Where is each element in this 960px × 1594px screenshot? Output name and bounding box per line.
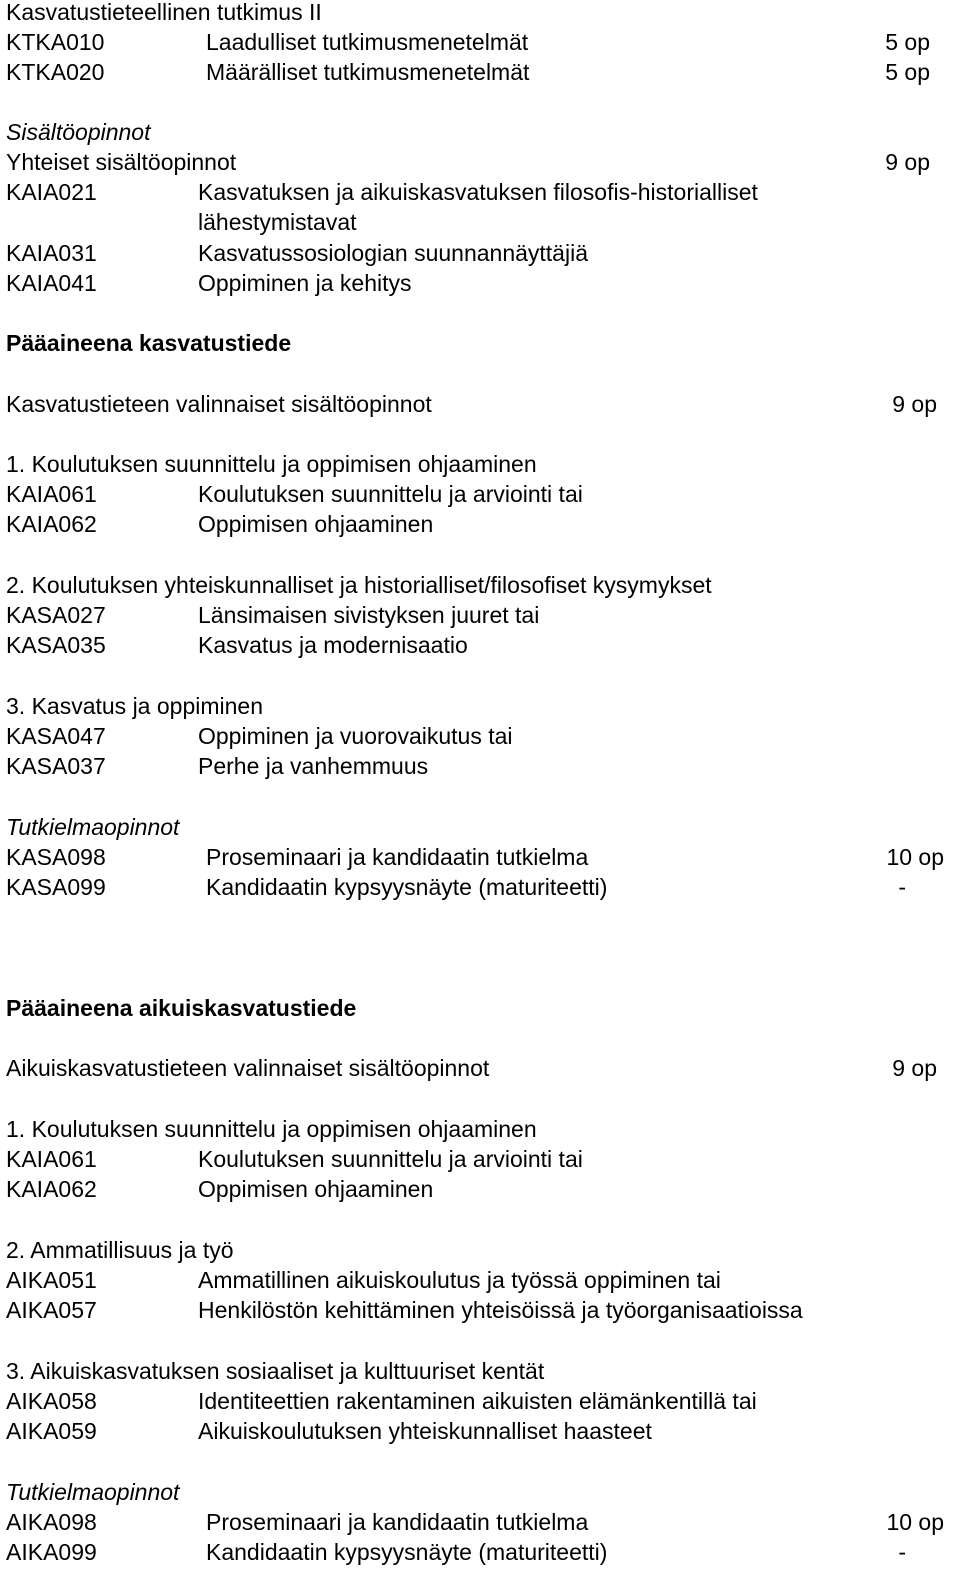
course-name: Määrälliset tutkimusmenetelmät: [206, 59, 530, 85]
course-name: Länsimaisen sivistyksen juuret tai: [198, 602, 540, 628]
elective-credits: 9 op: [892, 1055, 937, 1081]
course-credits: 10 op: [886, 1509, 944, 1535]
course-credits: -: [898, 1539, 906, 1565]
course-code: KTKA020: [6, 59, 105, 85]
course-code: KASA047: [6, 723, 106, 749]
course-code: AIKA098: [6, 1509, 97, 1535]
course-code: KAIA041: [6, 270, 97, 296]
course-name: Aikuiskoulutuksen yhteiskunnalliset haasteet: [198, 1418, 652, 1444]
course-code: KAIA031: [6, 240, 97, 266]
major-education-heading: Pääaineena kasvatustiede: [6, 330, 292, 356]
course-name: Oppimisen ohjaaminen: [198, 511, 434, 537]
course-code: KAIA061: [6, 1146, 97, 1172]
course-name: Kandidaatin kypsyysnäyte (maturiteetti): [206, 1539, 608, 1565]
course-name: Ammatillinen aikuiskoulutus ja työssä oppiminen tai: [198, 1267, 721, 1293]
course-code: AIKA099: [6, 1539, 97, 1565]
course-name: Perhe ja vanhemmuus: [198, 753, 429, 779]
course-code: KASA098: [6, 844, 106, 870]
course-name: Laadulliset tutkimusmenetelmät: [206, 29, 529, 55]
group-title: 1. Koulutuksen suunnittelu ja oppimisen ohjaaminen: [6, 1116, 537, 1142]
thesis-studies-heading: Tutkielmaopinnot: [6, 814, 180, 840]
course-name: Koulutuksen suunnittelu ja arviointi tai: [198, 481, 583, 507]
course-name: Oppimisen ohjaaminen: [198, 1176, 434, 1202]
course-code: KAIA062: [6, 1176, 97, 1202]
course-credits: 5 op: [885, 59, 930, 85]
course-code: AIKA059: [6, 1418, 97, 1444]
course-code: KAIA062: [6, 511, 97, 537]
elective-credits: 9 op: [892, 391, 937, 417]
research2-heading: Kasvatustieteellinen tutkimus II: [6, 0, 322, 25]
course-code: AIKA057: [6, 1297, 97, 1323]
course-name: Kasvatuksen ja aikuiskasvatuksen filosofis-historialliset: [198, 179, 758, 205]
course-code: KASA035: [6, 632, 106, 658]
elective-heading: Kasvatustieteen valinnaiset sisältöopinnot: [6, 391, 432, 417]
course-credits: 5 op: [885, 29, 930, 55]
course-code: KASA037: [6, 753, 106, 779]
course-code: KAIA061: [6, 481, 97, 507]
group-title: 1. Koulutuksen suunnittelu ja oppimisen ohjaaminen: [6, 451, 537, 477]
course-name: Identiteettien rakentaminen aikuisten elämänkentillä tai: [198, 1388, 757, 1414]
course-name: Kasvatus ja modernisaatio: [198, 632, 468, 658]
course-name: Kandidaatin kypsyysnäyte (maturiteetti): [206, 874, 608, 900]
course-name: Oppiminen ja kehitys: [198, 270, 412, 296]
content-studies-heading: Sisältöopinnot: [6, 119, 151, 145]
group-title: 3. Aikuiskasvatuksen sosiaaliset ja kulttuuriset kentät: [6, 1358, 545, 1384]
course-code: AIKA058: [6, 1388, 97, 1414]
group-title: 2. Koulutuksen yhteiskunnalliset ja historialliset/filosofiset kysymykset: [6, 572, 712, 598]
course-name: Oppiminen ja vuorovaikutus tai: [198, 723, 513, 749]
course-name: Koulutuksen suunnittelu ja arviointi tai: [198, 1146, 583, 1172]
common-studies-credits: 9 op: [885, 149, 930, 175]
course-code: KASA099: [6, 874, 106, 900]
group-title: 3. Kasvatus ja oppiminen: [6, 693, 263, 719]
common-studies-heading: Yhteiset sisältöopinnot: [6, 149, 237, 175]
course-code: KTKA010: [6, 29, 105, 55]
course-credits: -: [898, 874, 906, 900]
course-code: KAIA021: [6, 179, 97, 205]
course-name: Kasvatussosiologian suunnannäyttäjiä: [198, 240, 588, 266]
thesis-studies-heading: Tutkielmaopinnot: [6, 1479, 180, 1505]
elective-heading: Aikuiskasvatustieteen valinnaiset sisältöopinnot: [6, 1055, 490, 1081]
group-title: 2. Ammatillisuus ja työ: [6, 1237, 234, 1263]
course-credits: 10 op: [886, 844, 944, 870]
course-name: Henkilöstön kehittäminen yhteisöissä ja työorganisaatioissa: [198, 1297, 803, 1323]
course-code: KASA027: [6, 602, 106, 628]
major-adult-education-heading: Pääaineena aikuiskasvatustiede: [6, 995, 357, 1021]
course-code: AIKA051: [6, 1267, 97, 1293]
course-name: Proseminaari ja kandidaatin tutkielma: [206, 1509, 589, 1535]
course-name: Proseminaari ja kandidaatin tutkielma: [206, 844, 589, 870]
course-name-continued: lähestymistavat: [198, 209, 357, 235]
